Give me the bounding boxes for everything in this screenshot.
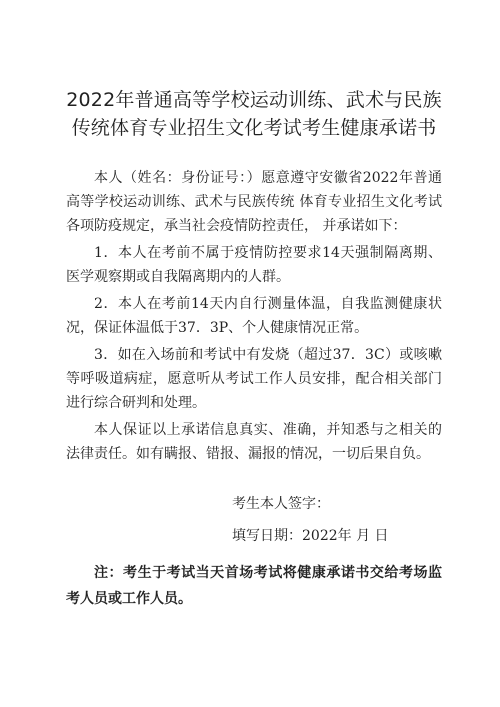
document-title [66, 86, 442, 142]
paragraph-item-3: 3．如在入场前和考试中有发烧（超过37．3C）或咳嗽等呼吸道病症，愿意听从考试工作人员安排，配合相关部门进行综合研判和处理。 [66, 347, 442, 411]
paragraph-guarantee: 本人保证以上承诺信息真实、准确，并知悉与之相关的法律责任。如有瞒报、错报、漏报的情况，一切后果自负。 [66, 422, 442, 462]
signature-label: 考生本人签字： [232, 496, 330, 512]
paragraph-item-1: 1．本人在考前不属于疫情防控要求14天强制隔离期、医学观察期或自我隔离期内的人群。 [66, 245, 442, 285]
note-text: 注：考生于考试当天首场考试将健康承诺书交给考场监考人员或工作人员。 [66, 565, 442, 607]
signature-block [66, 492, 442, 548]
paragraph-intro: 本人（姓名：身份证号：）愿意遵守安徽省2022年普通高等学校运动训练、武术与民族传统 体育专业招生文化考试各项防疫规定，承当社会疫情防控责任， 并承诺如下： [66, 170, 442, 234]
paragraph-item-2: 2．本人在考前14天内自行测量体温，自我监测健康状况，保证体温低于37．3P、个人健康情况正常。 [66, 296, 442, 336]
title-line-2: 传统体育专业招生文化考试考生健康承诺书 [71, 117, 437, 139]
document-body [66, 166, 442, 466]
date-label: 填写日期：2022年 月 日 [232, 528, 389, 544]
title-line-1: 2022年普通高等学校运动训练、武术与民族 [66, 89, 442, 111]
